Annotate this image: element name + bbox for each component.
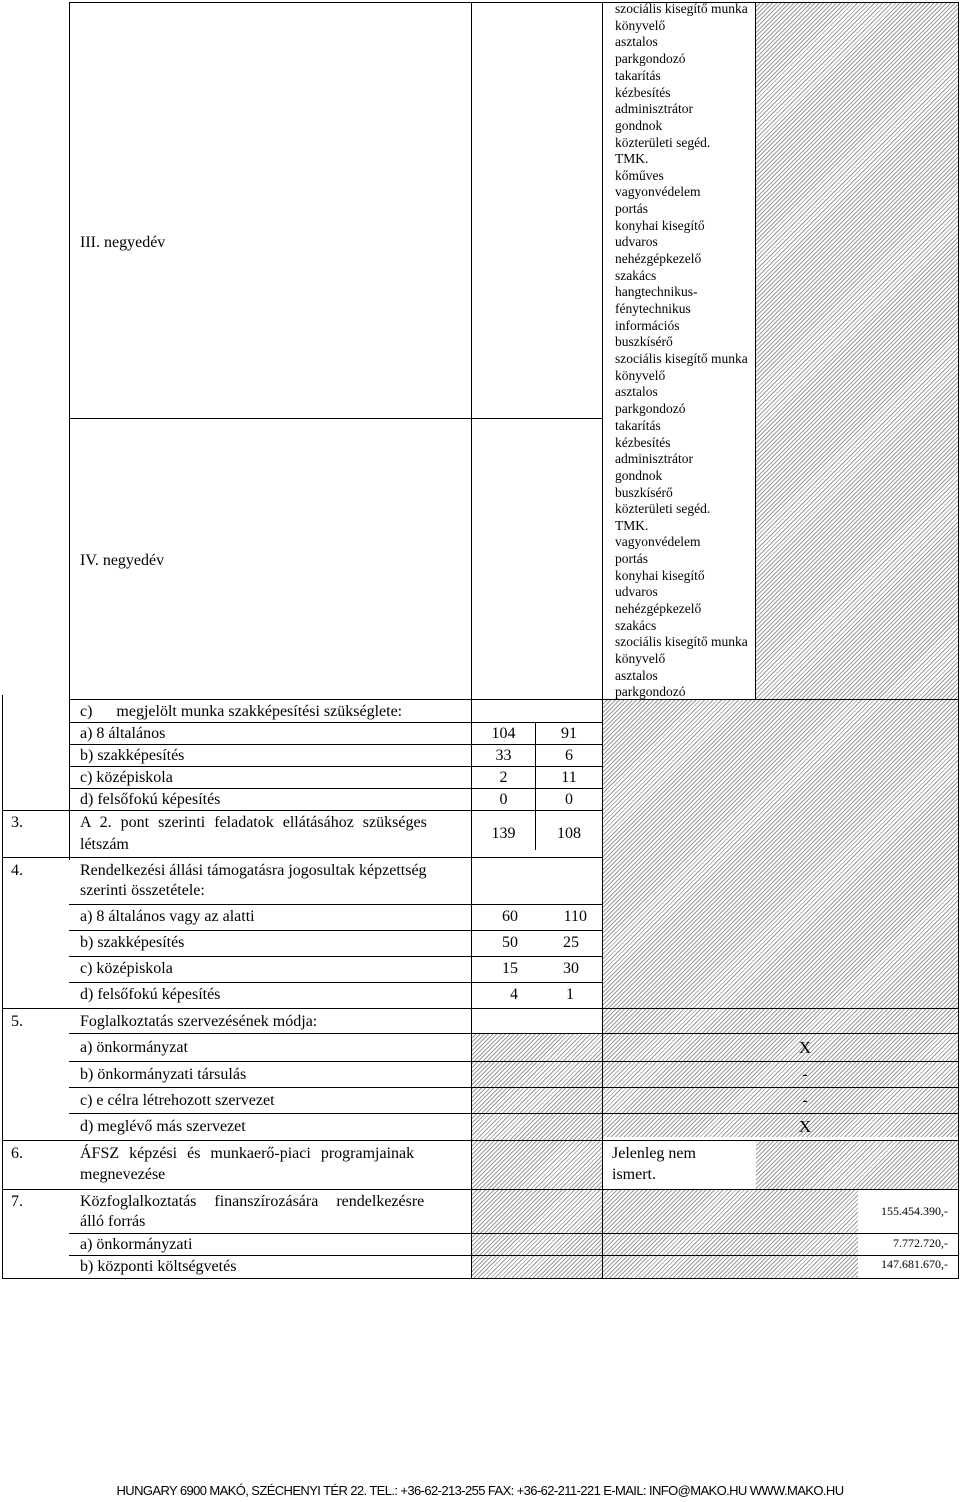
job-item: asztalos <box>615 34 658 50</box>
s4-row-v2: 30 <box>563 960 579 977</box>
s3-line2: létszám <box>80 836 129 853</box>
border-right <box>958 2 959 1279</box>
s5-row-label: b) önkormányzati társulás <box>80 1066 247 1083</box>
job-item: szociális kisegítő munka <box>615 350 748 366</box>
job-item: udvaros <box>615 234 658 250</box>
s5-row-mark: X <box>798 1117 812 1136</box>
job-item: információs <box>615 317 680 333</box>
s7-row-amount: 7.772.720,- <box>893 1236 948 1250</box>
job-item: udvaros <box>615 584 658 600</box>
job-item: közterületi segéd. <box>615 134 711 150</box>
section-c-row-label: a) 8 általános <box>80 725 166 742</box>
s5-title: Foglalkoztatás szervezésének módja: <box>80 1013 318 1030</box>
job-item: fénytechnikus <box>615 300 691 316</box>
s7-number: 7. <box>11 1193 23 1210</box>
job-item: hangtechnikus- <box>615 284 698 300</box>
s4-row-v2: 1 <box>566 986 574 1003</box>
hline-4 <box>69 788 603 789</box>
job-list-top <box>615 1 748 68</box>
s3-v2: 108 <box>557 825 581 842</box>
s3-v1: 139 <box>491 825 516 842</box>
job-item: gondnok <box>615 467 663 483</box>
hline-18 <box>69 1233 958 1234</box>
s6-line2: megnevezése <box>80 1166 166 1183</box>
s7-line2: álló forrás <box>80 1213 146 1230</box>
job-item: portás <box>615 201 648 217</box>
job-item: buszkísérő <box>615 334 673 350</box>
hline-6 <box>2 857 603 858</box>
hline-2 <box>69 744 603 745</box>
s7-row-amount: 147.681.670,- <box>881 1257 948 1271</box>
hline-bottom <box>2 1278 958 1279</box>
job-item: vagyonvédelem <box>615 534 701 550</box>
s5-row-label: a) önkormányzat <box>80 1039 188 1056</box>
section-c-row-v2: 6 <box>565 747 573 764</box>
hline-9 <box>69 956 603 957</box>
job-item: takarítás <box>615 418 661 433</box>
hline-3 <box>69 766 603 767</box>
vline-d <box>755 2 756 699</box>
section-c-row-v2: 0 <box>565 791 573 808</box>
hatch-s7 <box>472 1190 858 1278</box>
s5-row-label: d) meglévő más szervezet <box>80 1118 246 1135</box>
s7-row-label: b) központi költségvetés <box>80 1258 237 1275</box>
s5-number: 5. <box>11 1013 23 1030</box>
hline-19 <box>69 1255 958 1256</box>
s4-row-v2: 110 <box>563 908 587 925</box>
job-item: adminisztrátor <box>615 451 693 467</box>
job-item: konyhai kisegítő <box>615 567 705 583</box>
job-item: könyvelő <box>615 650 666 666</box>
section-c-row-label: c) középiskola <box>80 769 173 786</box>
job-item: parkgondozó <box>615 400 686 416</box>
section-c-row-label: b) szakképesítés <box>80 747 185 764</box>
hline-16 <box>2 1140 958 1141</box>
job-item: kőműves <box>615 167 664 183</box>
job-item: takarítás <box>615 68 661 83</box>
section-c-row-label: d) felsőfokú képesítés <box>80 791 221 808</box>
job-item: vagyonvédelem <box>615 184 701 200</box>
s3-line1: A 2. pont szerinti feladatok ellátásához szükséges <box>80 814 427 831</box>
quarter-3-label: III. negyedév <box>80 234 166 251</box>
job-item: parkgondozó <box>615 50 686 66</box>
job-item: közterületi segéd. <box>615 501 711 517</box>
hline-8 <box>69 930 603 931</box>
border-left <box>2 695 3 1279</box>
s4-row-v1: 50 <box>502 934 518 951</box>
hline-12 <box>69 1033 958 1034</box>
job-item: TMK. <box>615 517 649 533</box>
job-item: konyhai kisegítő <box>615 217 705 233</box>
s4-row-label: c) középiskola <box>80 960 173 977</box>
s6-answer-line2: ismert. <box>612 1166 656 1183</box>
job-list-q4 <box>615 418 748 701</box>
hline-1 <box>69 722 603 723</box>
job-item: könyvelő <box>615 367 666 383</box>
section-c-row-v1: 0 <box>499 791 508 808</box>
section-c-row-v1: 2 <box>499 769 508 786</box>
hline-15 <box>69 1113 958 1114</box>
job-item: asztalos <box>615 384 658 400</box>
s4-row-v1: 4 <box>510 986 518 1003</box>
s4-line1: Rendelkezési állási támogatásra jogosultak képzettség <box>80 862 427 879</box>
job-item: adminisztrátor <box>615 101 693 117</box>
job-list-q3 <box>615 68 748 417</box>
s4-number: 4. <box>11 862 23 879</box>
hatch-s6-left <box>472 1141 603 1190</box>
job-item: könyvelő <box>615 17 666 33</box>
job-item: TMK. <box>615 151 649 167</box>
hatch-upper-right <box>756 2 958 699</box>
hatch-middle <box>603 699 958 1137</box>
hline-14 <box>69 1087 958 1088</box>
s6-answer-line1: Jelenleg nem <box>612 1145 696 1162</box>
s5-row-mark: - <box>802 1066 808 1083</box>
hline-11 <box>2 1008 958 1009</box>
job-item: nehézgépkezelő <box>615 601 702 617</box>
hline-7 <box>69 904 603 905</box>
vline-left-top <box>69 2 70 860</box>
section-c-row-v2: 91 <box>561 725 577 742</box>
s5-row-label: c) e célra létrehozott szervezet <box>80 1092 275 1109</box>
hline-c-top <box>69 699 959 700</box>
hline-13 <box>69 1061 958 1062</box>
s4-line2: szerinti összetétele: <box>80 882 205 899</box>
s7-line1: Közfoglalkoztatás finanszírozására rendelkezésre <box>80 1193 425 1210</box>
job-item: szakács <box>615 267 657 283</box>
section-c-row-v2: 11 <box>561 769 577 786</box>
job-item: kézbesítés <box>615 434 671 450</box>
s6-line1: ÁFSZ képzési és munkaerő-piaci programjainak <box>80 1145 415 1162</box>
s6-number: 6. <box>11 1145 23 1162</box>
job-item: parkgondozó <box>615 684 686 700</box>
section-c-row-v1: 33 <box>495 747 512 764</box>
job-item: buszkísérő <box>615 484 673 500</box>
job-item: szociális kisegítő munka <box>615 634 748 650</box>
job-item: kézbesítés <box>615 84 671 100</box>
quarter-4-label: IV. negyedév <box>80 552 165 569</box>
hline-5 <box>2 810 603 811</box>
hline-10 <box>69 982 603 983</box>
section-c-row-v1: 104 <box>491 725 516 742</box>
s4-row-label: b) szakképesítés <box>80 934 185 951</box>
hline-top <box>69 2 959 3</box>
s7-row-label: a) önkormányzati <box>80 1236 193 1253</box>
s4-row-label: d) felsőfokú képesítés <box>80 986 221 1003</box>
s7-total-amount: 155.454.390,- <box>881 1204 948 1218</box>
s4-row-label: a) 8 általános vagy az alatti <box>80 908 255 925</box>
hatch-s6-right <box>756 1141 958 1190</box>
job-item: szakács <box>615 617 657 633</box>
page-footer: HUNGARY 6900 MAKÓ, SZÉCHENYI TÉR 22. TEL.: +36-62-213-255 FAX: +36-62-211-221 E-MAIL: INFO@MAKO.HU WWW.MAKO.HU <box>116 1483 844 1498</box>
hline-17 <box>2 1189 958 1190</box>
job-item: portás <box>615 551 648 567</box>
s3-number: 3. <box>11 814 23 831</box>
s5-row-mark: - <box>802 1092 808 1109</box>
job-item: nehézgépkezelő <box>615 251 702 267</box>
job-item: asztalos <box>615 667 658 683</box>
job-item: gondnok <box>615 117 663 133</box>
s5-row-mark: X <box>798 1038 812 1057</box>
hline-q3q4 <box>69 418 603 419</box>
job-item: szociális kisegítő munka <box>615 1 748 16</box>
s4-row-v1: 15 <box>502 960 518 977</box>
section-c-title: c) megjelölt munka szakképesítési szükséglete: <box>80 703 403 720</box>
s4-row-v2: 25 <box>563 934 579 951</box>
s4-row-v1: 60 <box>502 908 518 925</box>
